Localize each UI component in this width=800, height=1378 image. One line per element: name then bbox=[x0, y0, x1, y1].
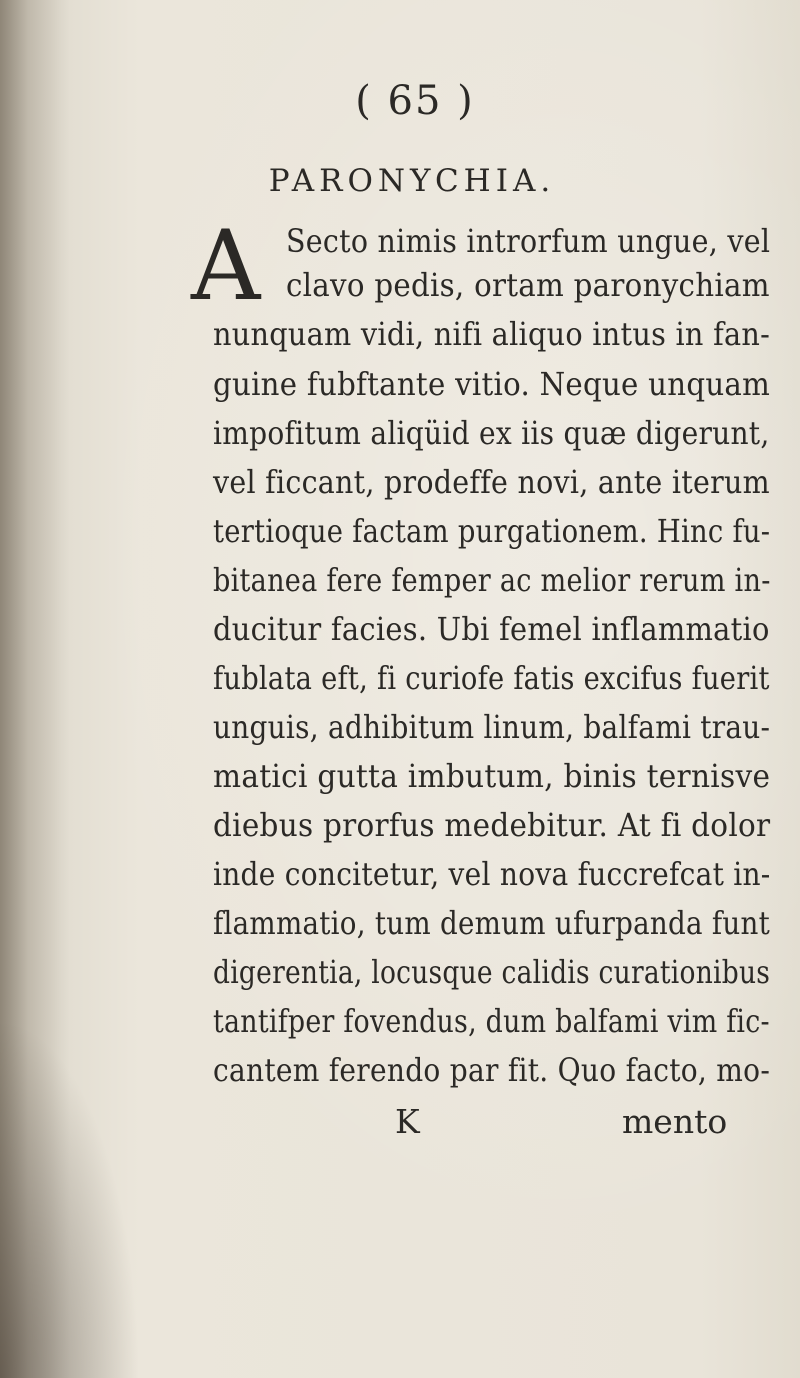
text-line-5: impofitum aliqüid ex iis quæ digerunt, bbox=[213, 414, 770, 452]
text-line-2: clavo pedis, ortam paronychiam bbox=[286, 266, 770, 304]
catchword: mento bbox=[622, 1102, 728, 1141]
text-line-15: flammatio, tum demum ufurpanda funt bbox=[213, 904, 771, 942]
text-line-12: matici gutta imbutum, binis ternisve bbox=[213, 757, 771, 795]
text-line-3: nunquam vidi, nifi aliquo intus in fan- bbox=[213, 315, 771, 353]
text-line-13: diebus prorfus medebitur. At fi dolor bbox=[213, 806, 771, 844]
text-line-1: Secto nimis introrfum ungue, vel bbox=[286, 222, 771, 260]
text-line-8: bitanea fere femper ac melior rerum in- bbox=[213, 561, 771, 599]
text-line-17: tantifper fovendus, dum balfami vim fic- bbox=[213, 1002, 770, 1040]
text-line-16: digerentia, locusque calidis curationibus bbox=[213, 953, 771, 991]
text-line-10: fublata eft, fi curiofe fatis excifus fuerit bbox=[213, 659, 770, 697]
text-line-4: guine fubftante vitio. Neque unquam bbox=[213, 365, 771, 403]
text-line-18: cantem ferendo par fit. Quo facto, mo- bbox=[213, 1051, 771, 1089]
corner-shadow bbox=[0, 1018, 140, 1378]
chapter-heading: PARONYCHIA. bbox=[268, 163, 556, 199]
drop-cap: A bbox=[191, 210, 261, 322]
text-line-6: vel ficcant, prodeffe novi, ante iterum bbox=[213, 463, 770, 501]
page-number: ( 65 ) bbox=[355, 78, 475, 124]
text-line-14: inde concitetur, vel nova fuccrefcat in- bbox=[213, 855, 771, 893]
text-line-7: tertioque factam purgationem. Hinc fu- bbox=[213, 512, 771, 550]
text-line-9: ducitur facies. Ubi femel inflammatio bbox=[213, 610, 770, 648]
text-line-11: unguis, adhibitum linum, balfami trau- bbox=[213, 708, 771, 746]
signature-mark: K bbox=[395, 1102, 420, 1141]
